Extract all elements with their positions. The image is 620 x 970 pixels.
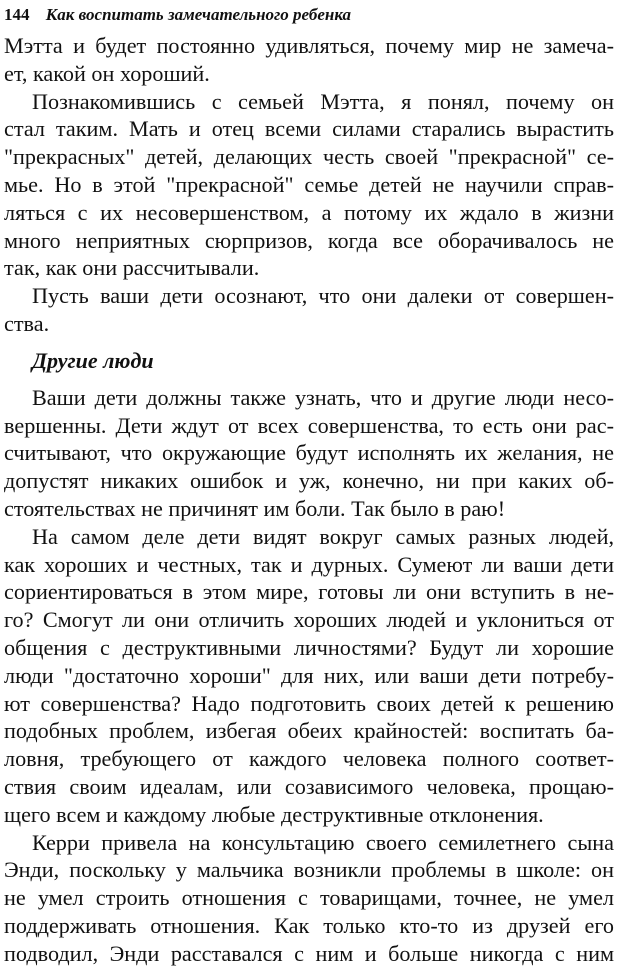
text-line: Познакомившись с семьей Мэтта, я понял, почему он [32,88,614,114]
text-line: стал таким. Мать и отец всеми силами старались вырастить [4,116,614,142]
text-line: не умел строить отношения с товарищами, точнее, не умел [4,885,614,911]
text-line: мье. Но в этой "прекрасной" семье детей не научили справ- [4,172,614,197]
section-heading: Другие люди [32,347,154,373]
text-line: сориентироваться в этом мире, готовы ли они вступить в не- [4,579,614,605]
text-line: подобных проблем, избегая обеих крайностей: воспитать ба- [4,718,614,744]
text-line: вершенны. Дети ждут от всех совершенства, то есть они рас- [4,412,614,438]
text-line: допустят никаких ошибок и уж, конечно, ни при каких об- [4,468,614,494]
page-number: 144 [4,5,30,24]
text-line: "прекрасных" детей, делающих честь своей "прекрасной" се- [4,144,614,170]
page-header [4,4,351,26]
text-line: ства. [4,311,50,336]
text-line: Керри привела на консультацию своего семилетнего сына [32,829,614,855]
text-line: Ваши дети должны также узнать, что и другие люди несо- [32,384,614,410]
text-line: ют совершенства? Надо подготовить своих детей к решению [4,690,614,716]
text-line: ет, какой он хороший. [4,60,210,86]
text-line: поддерживать отношения. Как только кто-то из друзей его [4,913,614,938]
text-line: подводил, Энди расставался с ним и больше никогда с ним [4,940,614,966]
text-line: общения с деструктивными личностями? Будут ли хорошие [4,635,614,660]
text-line: Энди, поскольку у мальчика возникли проблемы в школе: он [4,857,614,883]
text-line: го? Смогут ли они отличить хороших людей и уклониться от [4,607,614,633]
text-line: Пусть ваши дети осознают, что они далеки от совершен- [32,283,614,309]
running-title: Как воспитать замечательного ребенка [45,5,352,24]
text-line: Мэтта и будет постоянно удивляться, почему мир не замеча- [4,33,614,58]
text-line: стоятельствах не причинят им боли. Так было в раю! [4,496,506,521]
text-line: щего всем и каждому любые деструктивные отклонения. [4,801,544,827]
text-line: ствия своим идеалам, или созависимого человека, прощаю- [4,774,614,799]
text-line: как хороших и честных, так и дурных. Сумеют ли ваши дети [4,551,614,577]
text-line: так, как они рассчитывали. [4,255,260,281]
text-line: люди "достаточно хороши" для них, или ваши дети потребу- [4,662,614,688]
text-line: считывают, что окружающие будут исполнять их желания, не [4,440,614,466]
text-line: ловня, требующего от каждого человека полного соответ- [4,746,614,772]
text-line: ляться с их несовершенством, а потому их ждало в жизни [4,199,614,225]
text-line: много неприятных сюрпризов, когда все оборачивалось не [4,227,614,253]
text-line: На самом деле дети видят вокруг самых разных людей, [32,523,614,549]
